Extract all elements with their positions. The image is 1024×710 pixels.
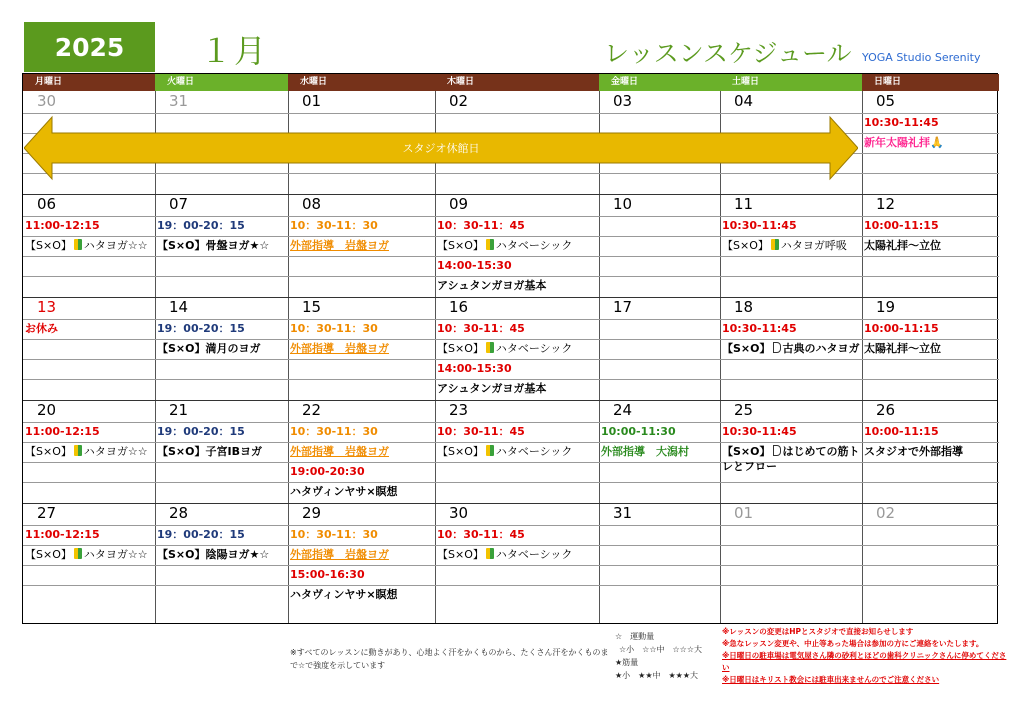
lesson-entry: 外部指導 岩盤ヨガ: [290, 239, 389, 252]
beginner-leaf-icon: [486, 548, 494, 559]
lesson-entry: 【S×O】満月のヨガ: [157, 342, 261, 355]
weekday-header: 日曜日: [862, 74, 999, 91]
lesson-entry: ハタヴィンヤサ×瞑想: [290, 588, 398, 601]
lesson-entry: 【S×O】骨盤ヨガ★☆: [157, 239, 270, 252]
lesson-entry: 10：30-11：45: [437, 425, 525, 438]
lesson-entry: 14:00-15:30: [437, 362, 512, 375]
notice-line: ※日曜日はキリスト教会には駐車出来ませんのでご注意ください: [722, 675, 940, 684]
lesson-tag: 【S×O】: [437, 239, 484, 252]
notice-line: ※急なレッスン変更や、中止等あった場合は参加の方にご連絡をいたします。: [722, 639, 984, 648]
lesson-entry: お休み: [25, 322, 58, 335]
lesson-entry: [23, 236, 155, 256]
lesson-entry: 外部指導 岩盤ヨガ: [290, 548, 389, 561]
beginner-leaf-icon: [74, 239, 82, 250]
lesson-tag: 【S×O】: [25, 239, 72, 252]
lesson-name: ハタヨガ☆☆: [83, 548, 148, 561]
lesson-name: ハタベーシック: [495, 342, 573, 355]
lesson-entry: 11:00-12:15: [25, 528, 100, 541]
lesson-entry: 10：30-11：30: [290, 528, 378, 541]
intensity-note: ※すべてのレッスンに動きがあり、心地よく汗をかくものから、たくさん汗をかくものまで☆で強度を示しています: [290, 648, 609, 670]
lesson-name: ハタヨガ☆☆: [83, 445, 148, 458]
lesson-entry: アシュタンガヨガ基本: [437, 382, 547, 395]
page-title: レッスンスケジュール: [604, 39, 852, 68]
day-number: 10: [613, 195, 633, 213]
white-leaf-icon: [773, 342, 781, 353]
lesson-name: ハタヨガ☆☆: [83, 239, 148, 252]
day-number: 27: [37, 504, 57, 522]
day-number: 01: [734, 504, 754, 522]
day-number: 03: [613, 92, 633, 110]
lesson-name: はじめての筋トレとフロー: [722, 445, 860, 473]
lesson-entry: 10:30-11:45: [864, 116, 939, 129]
day-number: 31: [613, 504, 633, 522]
lesson-entry: [720, 236, 862, 256]
row-line: [23, 565, 999, 566]
day-number: 01: [302, 92, 322, 110]
lesson-entry: 10:30-11:45: [722, 219, 797, 232]
day-number: 13: [37, 298, 57, 316]
day-number: 28: [169, 504, 189, 522]
lesson-entry: アシュタンガヨガ基本: [437, 279, 547, 292]
lesson-entry: 外部指導 岩盤ヨガ: [290, 445, 389, 458]
lesson-entry: 19:00-20:30: [290, 465, 365, 478]
day-number: 25: [734, 401, 754, 419]
lesson-entry: 10：30-11：45: [437, 322, 525, 335]
lesson-tag: 【S×O】: [722, 445, 771, 458]
day-number: 29: [302, 504, 322, 522]
lesson-tag: 【S×O】: [25, 445, 72, 458]
legend-line: ★筋量: [615, 658, 639, 667]
lesson-name: ハタベーシック: [495, 445, 573, 458]
year-badge: 2025: [24, 22, 155, 72]
lesson-entry: 新年太陽礼拝🙏: [864, 136, 944, 149]
lesson-entry: [435, 442, 599, 462]
lesson-entry: 【S×O】子宮IBヨガ: [157, 445, 262, 458]
day-number: 08: [302, 195, 322, 213]
row-line: [23, 482, 999, 483]
lesson-entry: 10：30-11：30: [290, 425, 378, 438]
lesson-entry: 10：30-11：30: [290, 219, 378, 232]
day-number: 07: [169, 195, 189, 213]
day-number: 23: [449, 401, 469, 419]
beginner-leaf-icon: [74, 445, 82, 456]
lesson-entry: 10:00-11:30: [601, 425, 676, 438]
day-number: 16: [449, 298, 469, 316]
notice-line: ※日曜日の駐車場は電気屋さん隣の砂利とほどの歯科クリニックさんに停めてください: [722, 651, 1007, 672]
notices: [722, 626, 1012, 686]
lesson-entry: [435, 545, 599, 565]
day-number: 19: [876, 298, 896, 316]
legend-line: ☆小 ☆☆中 ☆☆☆大: [619, 645, 703, 654]
legend-line: ★小 ★★中 ★★★大: [615, 671, 699, 680]
notice-line: ※レッスンの変更はHPとスタジオで直接お知らせします: [722, 627, 914, 636]
legend: [615, 630, 720, 682]
weekday-header: 火曜日: [155, 74, 288, 91]
day-number: 09: [449, 195, 469, 213]
day-number: 11: [734, 195, 754, 213]
lesson-entry: 11:00-12:15: [25, 219, 100, 232]
day-number: 26: [876, 401, 896, 419]
day-number: 12: [876, 195, 896, 213]
day-number: 31: [169, 92, 189, 110]
lesson-entry: 19：00-20：15: [157, 528, 245, 541]
lesson-entry: 太陽礼拝～立位: [864, 342, 941, 355]
lesson-entry: 19：00-20：15: [157, 322, 245, 335]
day-number: 15: [302, 298, 322, 316]
beginner-leaf-icon: [486, 239, 494, 250]
lesson-entry: [435, 236, 599, 256]
weekday-header: 金曜日: [599, 74, 720, 91]
day-number: 02: [449, 92, 469, 110]
lesson-name: 古典のハタヨガ: [782, 342, 860, 355]
day-number: 05: [876, 92, 896, 110]
day-number: 06: [37, 195, 57, 213]
lesson-entry: [720, 339, 862, 359]
day-number: 04: [734, 92, 754, 110]
lesson-entry: 10:00-11:15: [864, 425, 939, 438]
lesson-entry: ハタヴィンヤサ×瞑想: [290, 485, 398, 498]
lesson-entry: 【S×O】陰陽ヨガ★☆: [157, 548, 270, 561]
lesson-entry: 太陽礼拝～立位: [864, 239, 941, 252]
weekday-header: 水曜日: [288, 74, 435, 91]
lesson-entry: 10：30-11：45: [437, 528, 525, 541]
lesson-tag: 【S×O】: [437, 342, 484, 355]
lesson-entry: 10:30-11:45: [722, 425, 797, 438]
day-number: 24: [613, 401, 633, 419]
lesson-entry: [23, 442, 155, 462]
lesson-tag: 【S×O】: [437, 445, 484, 458]
lesson-entry: 14:00-15:30: [437, 259, 512, 272]
weekday-header: 土曜日: [720, 74, 862, 91]
day-number: 30: [37, 92, 57, 110]
legend-line: ☆ 運動量: [615, 632, 655, 641]
lesson-tag: 【S×O】: [437, 548, 484, 561]
day-number: 17: [613, 298, 633, 316]
day-number: 18: [734, 298, 754, 316]
beginner-leaf-icon: [74, 548, 82, 559]
beginner-leaf-icon: [771, 239, 779, 250]
day-number: 14: [169, 298, 189, 316]
lesson-entry: 10:00-11:15: [864, 322, 939, 335]
lesson-name: ハタベーシック: [495, 548, 573, 561]
beginner-leaf-icon: [486, 342, 494, 353]
lesson-tag: 【S×O】: [722, 342, 771, 355]
day-number: 22: [302, 401, 322, 419]
day-number: 21: [169, 401, 189, 419]
lesson-entry: 外部指導 大潟村: [601, 445, 689, 458]
lesson-name: ハタヨガ呼吸: [780, 239, 847, 252]
studio-name: YOGA Studio Serenity: [862, 51, 981, 64]
lesson-entry: 10:30-11:45: [722, 322, 797, 335]
lesson-entry: 10：30-11：45: [437, 219, 525, 232]
day-number: 30: [449, 504, 469, 522]
closure-label: スタジオ休館日: [402, 142, 480, 155]
month-label: １月: [200, 32, 269, 70]
lesson-entry: 10：30-11：30: [290, 322, 378, 335]
day-number: 02: [876, 504, 896, 522]
lesson-entry: 外部指導 岩盤ヨガ: [290, 342, 389, 355]
lesson-entry: [435, 339, 599, 359]
day-number: 20: [37, 401, 57, 419]
lesson-entry: 15:00-16:30: [290, 568, 365, 581]
lesson-entry: スタジオで外部指導: [864, 445, 963, 458]
lesson-entry: [720, 442, 862, 482]
white-leaf-icon: [773, 445, 781, 456]
lesson-tag: 【S×O】: [25, 548, 72, 561]
lesson-entry: 19：00-20：15: [157, 219, 245, 232]
lesson-entry: 11:00-12:15: [25, 425, 100, 438]
lesson-name: ハタベーシック: [495, 239, 573, 252]
weekday-header: 木曜日: [435, 74, 599, 91]
lesson-entry: [23, 545, 155, 565]
weekday-header: 月曜日: [23, 74, 155, 91]
lesson-entry: 19：00-20：15: [157, 425, 245, 438]
lesson-entry: 10:00-11:15: [864, 219, 939, 232]
row-line: [23, 585, 999, 586]
beginner-leaf-icon: [486, 445, 494, 456]
lesson-tag: 【S×O】: [722, 239, 769, 252]
